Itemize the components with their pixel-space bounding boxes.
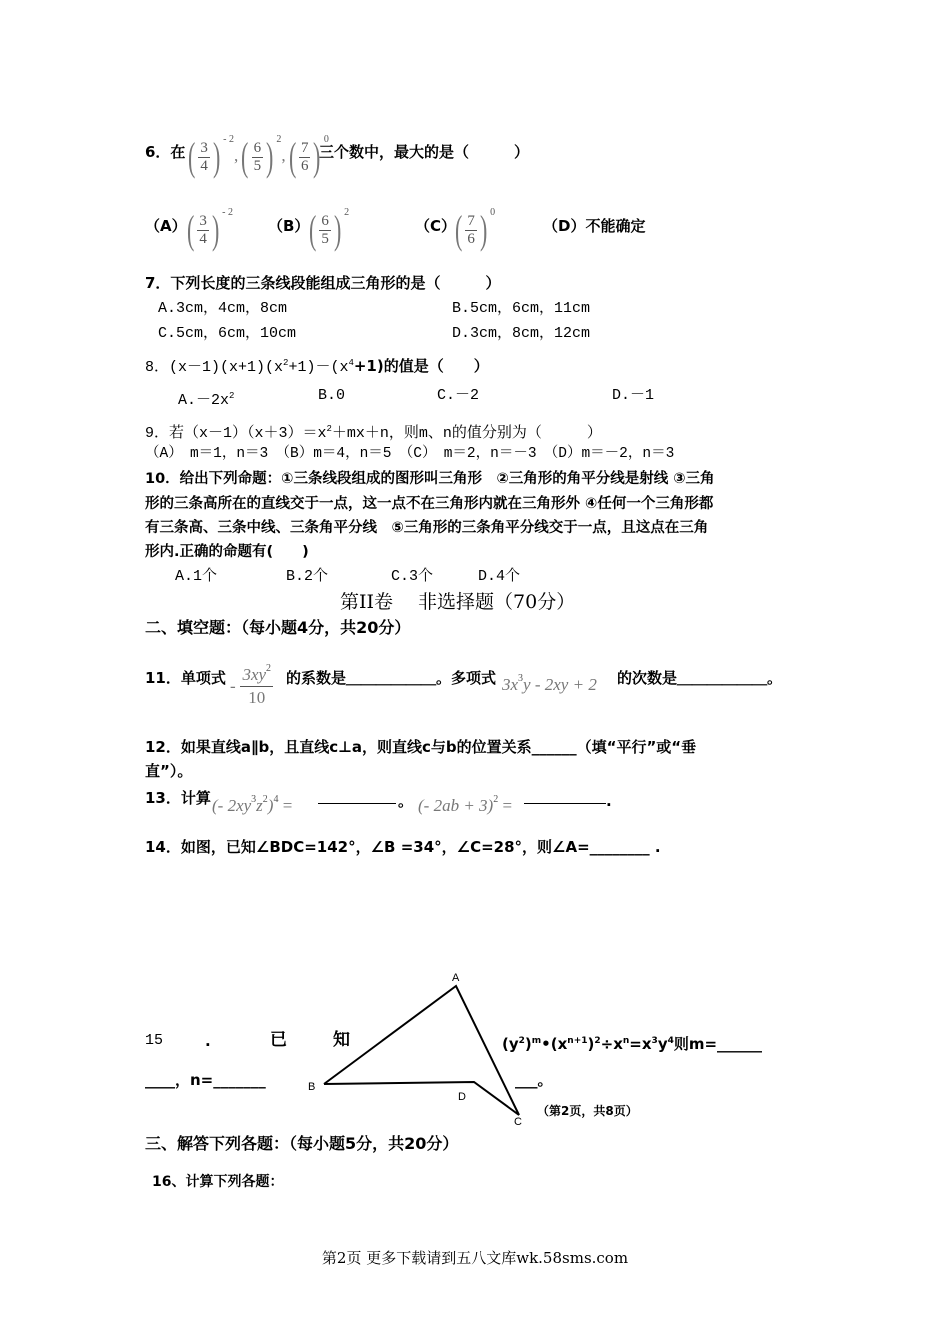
q13-prefix: 13．计算 [145, 789, 211, 807]
label-a: A [452, 972, 460, 984]
q13-expr1: (- $2xy^3z^2)^4$ = [212, 794, 293, 815]
q7-option-b: B.5cm，6cm，11cm [452, 300, 591, 317]
q10-option-b: B.2个 [286, 568, 329, 585]
q9-stem: 9．若$(x-1)(x+3)=x^2+mx+n$，则m、n的值分别为（ ） [145, 424, 602, 442]
q11-prefix: 11．单项式 [145, 669, 226, 687]
q6-option-d: （D）不能确定 [543, 217, 646, 235]
label-b: B [308, 1081, 316, 1093]
q6-option-c: ( $\frac{7}{6}$ ) $^0$ [454, 207, 496, 252]
q8-option-a: $A.-2x^2$ [178, 391, 235, 409]
q6-suffix: 三个数中，最大的是（ ） [319, 143, 530, 161]
q6-exp-c: 0 [323, 134, 329, 145]
section3-heading: 三、解答下列各题：（每小题5分，共20分） [145, 1134, 459, 1153]
q9-options: （A） m＝1，n＝3 （B）m＝4，n＝5 （C） m＝2，n＝－3 （D）m＝－2，n＝3 [145, 446, 675, 462]
q15-word1: 已 [270, 1030, 287, 1050]
page-note: （第2页，共8页） [537, 1104, 638, 1118]
q6-option-b-label: （B） [268, 217, 310, 235]
label-c: C [514, 1116, 522, 1128]
q15-word2: 知 [333, 1030, 350, 1050]
q6-exp-a: - 2 [223, 134, 234, 145]
q15-line2: ____，n=_______ [145, 1071, 266, 1089]
q16-heading: 16、计算下列各题： [152, 1174, 284, 1190]
q6-exp-b: 2 [276, 134, 282, 145]
triangle-outline [324, 986, 519, 1115]
q6-option-a: ( $\frac{3}{4}$ ) $^{- 2}$ [186, 207, 233, 252]
q13-blank2[interactable] [524, 803, 606, 804]
q7-option-d: D.3cm，8cm，12cm [452, 325, 591, 342]
q6-frac-a: $\frac{3}{4}$ [200, 139, 208, 174]
q15-number: 15 [145, 1032, 164, 1049]
q6-expressions: ( $\frac{3}{4}$ ) $^{- 2}$,( $\frac{6}{5}$ ) $^2$,( $\frac{7}{6}$ ) $^0$ [187, 134, 329, 179]
q6-option-b: ( $\frac{6}{5}$ ) $^2$ [308, 207, 350, 252]
q12-line2: 直”）。 [145, 762, 193, 780]
q10-option-a: A.1个 [175, 568, 218, 585]
q8-stem: 8．$(x-1)(x+1)(x^2+1)-(x^4+1)$的值是（ ） [145, 357, 489, 376]
q8-option-c: C.－2 [437, 387, 480, 404]
section2-heading: 二、填空题：（每小题4分，共20分） [145, 618, 411, 637]
page-footer: 第2页 更多下载请到五八文库wk.58sms.com [321, 1249, 629, 1267]
q14-text: 14．如图，已知∠BDC=142°，∠B =34°，∠C=28°，则∠A=________ . [145, 838, 661, 856]
q10-line2: 形的三条高所在的直线交于一点，这一点不在三角形内就在三角形外 ④任何一个三角形都 [145, 496, 714, 512]
label-d: D [458, 1091, 466, 1103]
q11-polynomial: $3x^3y - 2xy + 2$ [502, 673, 597, 694]
q11-end: 的次数是＿＿＿＿＿＿。 [617, 669, 783, 687]
q11-monomial: - $\frac{3xy^2}{10}$ [230, 663, 272, 707]
q8-option-b: B.0 [318, 387, 346, 404]
q13-dot2: . [606, 792, 612, 810]
q10-line3: 有三条高、三条中线、三条角平分线 ⑤三角形的三条角平分线交于一点，且这点在三角 [145, 520, 709, 536]
q13-expr2: (- 2ab + 3)$^2$ = [418, 794, 513, 815]
q6-option-a-label: （A） [145, 217, 187, 235]
q13-dot1: 。 [398, 792, 414, 810]
q10-option-d: D.4个 [478, 568, 521, 585]
q6-prefix: 6．在 [145, 143, 186, 161]
q6-frac-b: $\frac{6}{5}$ [253, 139, 262, 174]
q15-line2-end: ___。 [515, 1071, 553, 1089]
q7-option-c: C.5cm，6cm，10cm [158, 325, 297, 342]
q7-option-a: A.3cm，4cm，8cm [158, 300, 288, 317]
q11-middle: 的系数是＿＿＿＿＿＿。多项式 [286, 669, 497, 687]
q8-option-d: D.－1 [612, 387, 655, 404]
q10-line4: 形内.正确的命题有( ) [145, 544, 309, 560]
part2-title: 第II卷 非选择题（70分） [340, 591, 576, 613]
q10-line1: 10．给出下列命题：①三条线段组成的图形叫三角形 ②三角形的角平分线是射线 ③三角 [145, 471, 715, 487]
q6-stem [145, 143, 185, 161]
q7-stem: 7．下列长度的三条线段能组成三角形的是（ ） [145, 274, 501, 292]
q12-line1: 12．如果直线a∥b，且直线c⊥a，则直线c与b的位置关系______（填“平行”或“垂 [145, 738, 697, 756]
q15-dot: . [205, 1032, 211, 1050]
q15-expression: $(y^2)^m•(x^{n+1})^2\div x^n=x^3y^4$则m=______ [502, 1035, 763, 1053]
q6-option-c-label: （C） [415, 217, 457, 235]
q10-option-c: C.3个 [391, 568, 434, 585]
q13-blank1[interactable] [318, 803, 396, 804]
q6-frac-c: $\frac{7}{6}$ [300, 139, 309, 174]
